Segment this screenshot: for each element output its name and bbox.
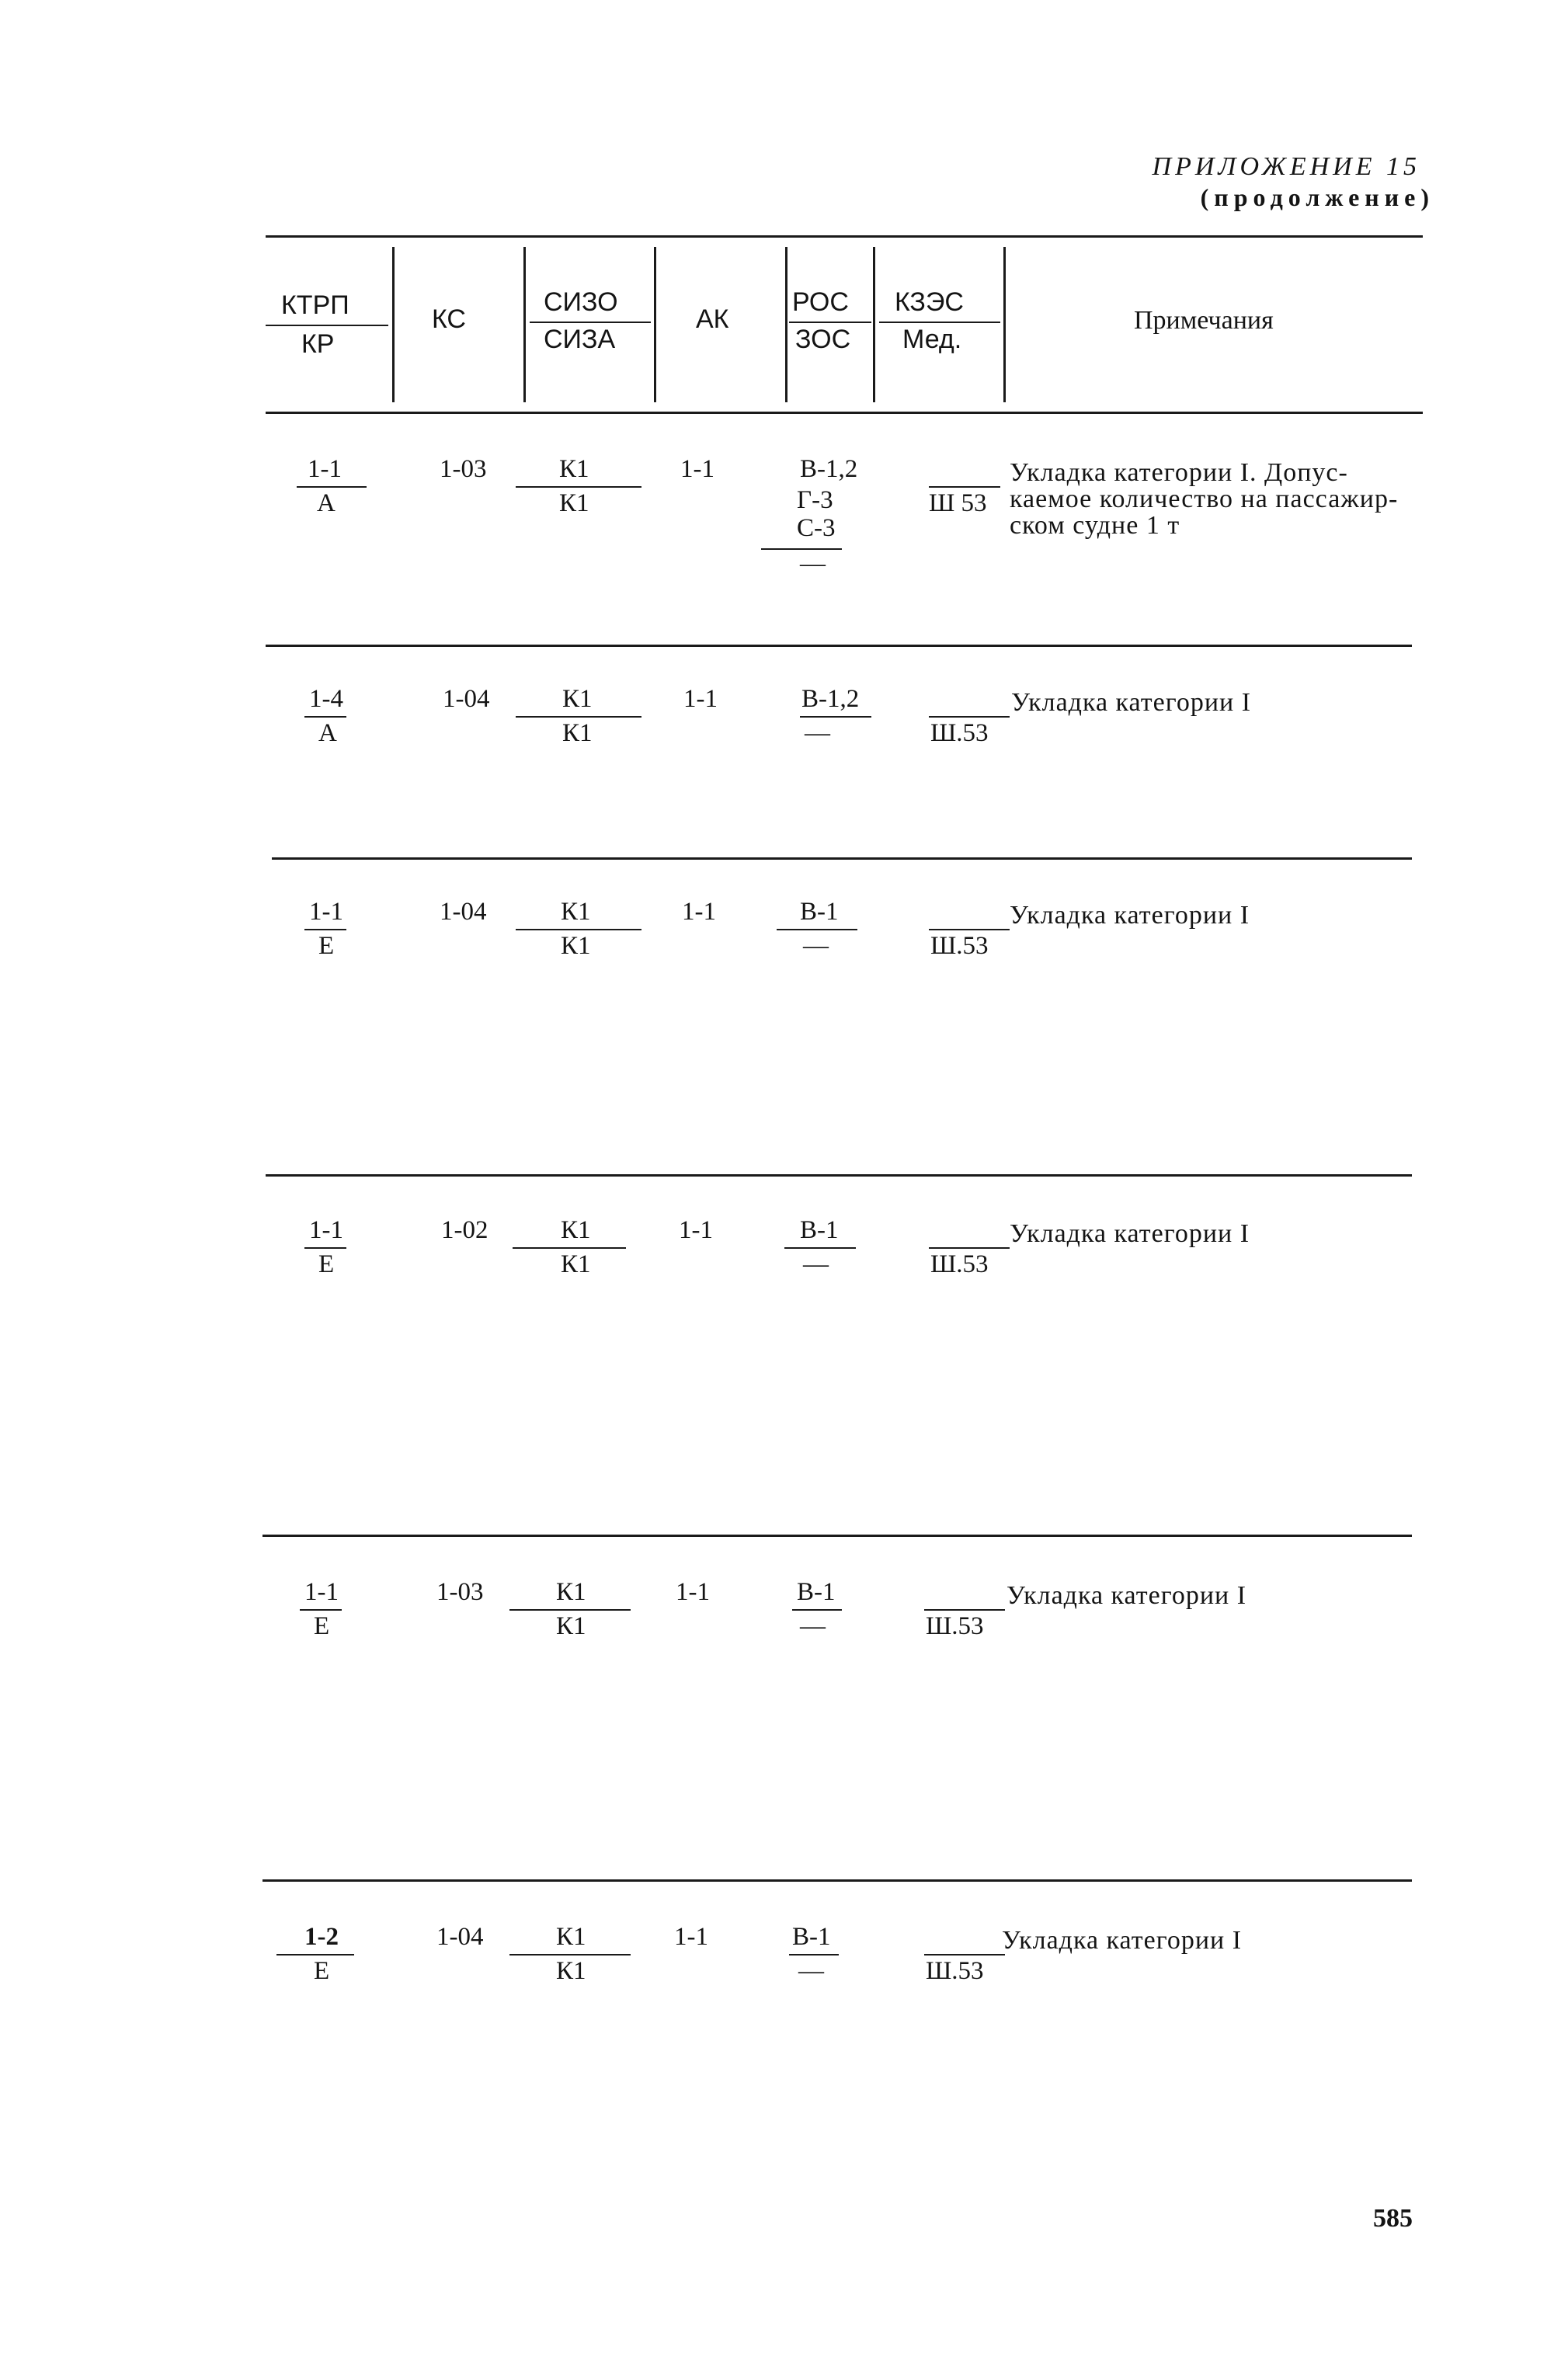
fraction-bar [516, 716, 641, 718]
fraction-bar [276, 1954, 354, 1955]
cell-ros: С-3 [797, 514, 836, 542]
fraction-bar [304, 1247, 346, 1249]
col-divider [392, 247, 395, 402]
appendix-subtitle: (продолжение) [1200, 183, 1434, 211]
fraction-bar [784, 1247, 856, 1249]
fraction-bar [929, 929, 1010, 930]
fraction-bar [789, 322, 871, 323]
fraction-bar [304, 716, 346, 718]
fraction-bar [924, 1609, 1005, 1611]
cell-zos: — [798, 1957, 824, 1985]
cell-med: Ш.53 [926, 1612, 984, 1640]
col-header-notes: Примечания [1134, 306, 1274, 335]
cell-ak: 1-1 [676, 1578, 710, 1606]
cell-med: Ш 53 [929, 489, 987, 517]
cell-kr: Е [318, 1250, 335, 1278]
col-header-ktrp: КТРП [281, 290, 349, 320]
fraction-bar [792, 1609, 842, 1611]
cell-notes: Укладка категории I. Допус- [1010, 458, 1348, 487]
cell-ros: Г-3 [797, 486, 833, 514]
cell-notes: Укладка категории I [1007, 1581, 1247, 1610]
cell-ktrp: 1-1 [309, 1216, 343, 1244]
fraction-bar [879, 322, 1000, 323]
col-header-kzes: КЗЭС [895, 287, 964, 317]
col-header-med: Мед. [902, 325, 962, 354]
cell-zos: — [800, 1612, 826, 1640]
cell-kr: Е [318, 932, 335, 960]
cell-ros: В-1,2 [801, 685, 860, 713]
cell-notes: каемое количество на пассажир- [1010, 485, 1399, 513]
fraction-bar [777, 929, 857, 930]
fraction-bar [929, 1247, 1010, 1249]
cell-ak: 1-1 [674, 1923, 708, 1951]
fraction-bar [509, 1954, 631, 1955]
table-top-rule [266, 235, 1423, 238]
cell-sizo: К1 [561, 898, 591, 926]
cell-kr: Е [314, 1612, 330, 1640]
cell-notes: ском судне 1 т [1010, 511, 1180, 540]
cell-sizo: К1 [556, 1578, 586, 1606]
cell-ks: 1-03 [436, 1578, 484, 1606]
cell-zos: — [805, 719, 830, 747]
cell-notes: Укладка категории I [1010, 1219, 1250, 1248]
cell-ak: 1-1 [682, 898, 716, 926]
cell-med: Ш.53 [930, 932, 989, 960]
fraction-bar [516, 929, 641, 930]
col-header-zos: ЗОС [795, 325, 851, 354]
cell-ktrp: 1-1 [309, 898, 343, 926]
fraction-bar [800, 716, 871, 718]
col-divider [523, 247, 526, 402]
fraction-bar [266, 325, 388, 326]
cell-ak: 1-1 [680, 455, 714, 483]
cell-ks: 1-04 [440, 898, 487, 926]
cell-ros: В-1 [800, 898, 839, 926]
col-divider [873, 247, 875, 402]
col-header-siza: СИЗА [544, 325, 616, 354]
cell-notes: Укладка категории I [1002, 1926, 1243, 1955]
cell-zos: — [803, 1250, 829, 1278]
cell-ktrp: 1-1 [308, 455, 342, 483]
fraction-bar [530, 322, 651, 323]
col-header-kr: КР [301, 329, 335, 359]
cell-notes: Укладка категории I [1010, 901, 1250, 930]
fraction-bar [509, 1609, 631, 1611]
cell-ros: В-1 [800, 1216, 839, 1244]
row-separator [266, 645, 1412, 647]
col-header-ros: РОС [792, 287, 849, 317]
fraction-bar [929, 486, 1000, 488]
row-separator [262, 1535, 1412, 1537]
cell-ak: 1-1 [683, 685, 718, 713]
fraction-bar [924, 1954, 1005, 1955]
cell-ktrp: 1-4 [309, 685, 343, 713]
cell-ktrp: 1-1 [304, 1578, 339, 1606]
cell-med: Ш.53 [930, 1250, 989, 1278]
fraction-bar [304, 929, 346, 930]
cell-ktrp: 1-2 [304, 1923, 339, 1951]
cell-siza: К1 [562, 719, 593, 747]
cell-zos: — [803, 932, 829, 960]
cell-siza: К1 [561, 1250, 591, 1278]
cell-siza: К1 [561, 932, 591, 960]
col-header-ks: КС [432, 304, 466, 334]
cell-sizo: К1 [559, 455, 589, 483]
fraction-bar [300, 1609, 342, 1611]
col-header-ak: АК [696, 304, 729, 334]
col-divider [1003, 247, 1006, 402]
cell-siza: К1 [556, 1957, 586, 1985]
fraction-bar [513, 1247, 626, 1249]
cell-siza: К1 [559, 489, 589, 517]
row-separator [272, 857, 1412, 860]
cell-sizo: К1 [562, 685, 593, 713]
cell-ros: В-1 [797, 1578, 836, 1606]
cell-kr: А [317, 489, 336, 517]
cell-ks: 1-04 [436, 1923, 484, 1951]
col-divider [785, 247, 787, 402]
col-divider [654, 247, 656, 402]
cell-zos: — [800, 550, 826, 578]
fraction-bar [789, 1954, 839, 1955]
cell-sizo: К1 [561, 1216, 591, 1244]
cell-kr: Е [314, 1957, 330, 1985]
fraction-bar [516, 486, 641, 488]
appendix-title: ПРИЛОЖЕНИЕ 15 [1152, 152, 1420, 181]
cell-ks: 1-03 [440, 455, 487, 483]
col-header-sizo: СИЗО [544, 287, 618, 317]
fraction-bar [297, 486, 367, 488]
page-number: 585 [1373, 2204, 1413, 2233]
row-separator [266, 1174, 1412, 1177]
row-separator [262, 1879, 1412, 1882]
cell-sizo: К1 [556, 1923, 586, 1951]
cell-ks: 1-02 [441, 1216, 488, 1244]
cell-notes: Укладка категории I [1011, 688, 1252, 717]
cell-ros: В-1,2 [800, 455, 858, 483]
cell-kr: А [318, 719, 337, 747]
table-header-bottom-rule [266, 412, 1423, 414]
fraction-bar [929, 716, 1010, 718]
cell-med: Ш.53 [926, 1957, 984, 1985]
cell-med: Ш.53 [930, 719, 989, 747]
cell-siza: К1 [556, 1612, 586, 1640]
cell-ros: В-1 [792, 1923, 831, 1951]
cell-ks: 1-04 [443, 685, 490, 713]
cell-ak: 1-1 [679, 1216, 713, 1244]
